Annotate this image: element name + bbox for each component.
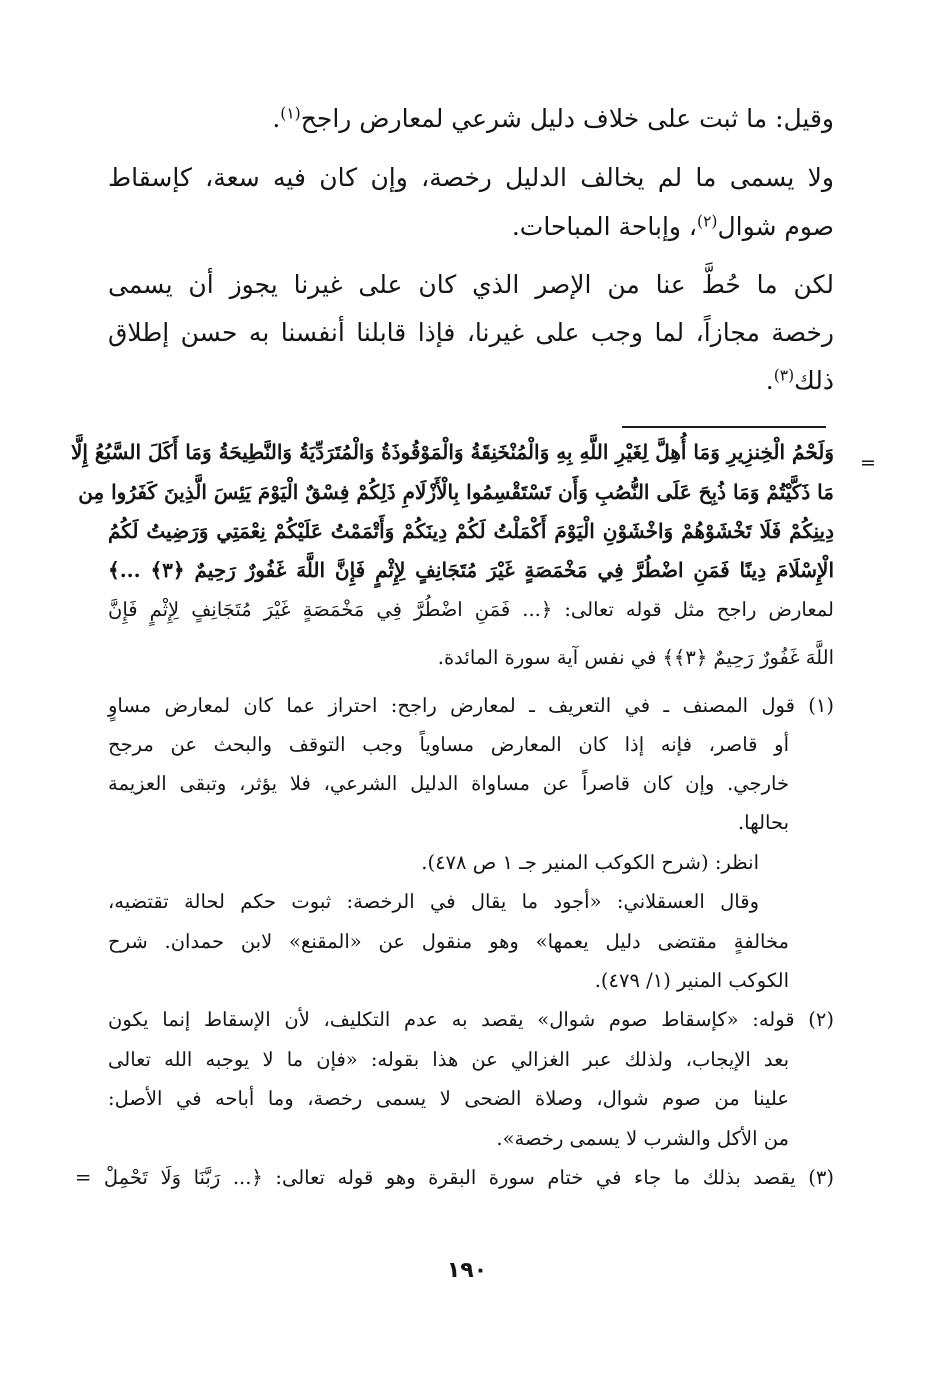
footnote-ref-2[interactable]: (٢) [697, 212, 718, 231]
footnote-1-line: أو قاصر، فإنه إذا كان المعارض مساوياً وجب التوقف والبحث عن مرجح [108, 733, 789, 756]
footnote-1-line: بحالها. [737, 811, 789, 834]
footnote-ref-3[interactable]: (٣) [773, 366, 795, 385]
quran-verse-line: وَلَحْمُ الْخِنزِيرِ وَمَا أُهِلَّ لِغَيْرِ اللَّهِ بِهِ وَالْمُنْخَنِقَةُ وَالْمَوْقُوذَةُ وَالْمُتَرَدِّيَةُ وَالنَّطِيحَةُ وَمَا أَكَلَ السَّبُعُ إِلَّا [70, 440, 834, 464]
footnote-1-line: وقال العسقلاني: «أجود ما يقال في الرخصة: ثبوت حكم لحالة تقتضيه، [108, 890, 759, 913]
paragraph-definition [272, 104, 834, 133]
paragraph-line [766, 366, 834, 395]
continuation-mark: = [860, 452, 876, 474]
text-fragment: ، وإباحة المباحات. [511, 212, 697, 241]
footnote-1-line: انظر: (شرح الكوكب المنير جـ ١ ص ٤٧٨). [421, 851, 759, 874]
footnote-1-line: (١) قول المصنف ـ في التعريف ـ لمعارض راجح: احتراز عما كان لمعارض مساوٍ [108, 694, 834, 717]
quran-verse-line: الْإِسْلَامَ دِينًا فَمَنِ اضْطُرَّ فِي مَخْمَصَةٍ غَيْرَ مُتَجَانِفٍ لِإِثْمٍ فَإِنَّ اللَّهَ غَفُورٌ رَحِيمٌ ﴿٣﴾ ...﴾ [108, 558, 834, 582]
sentence-end: . [272, 104, 281, 133]
footnote-2-line: من الأكل والشرب لا يسمى رخصة». [496, 1127, 789, 1150]
paragraph-line [512, 212, 834, 241]
footnote-1-line: مخالفةٍ مقتضى دليل يعمها» وهو منقول عن «المقنع» لابن حمدان. شرح [108, 930, 789, 953]
footnote-2-line: علينا من صوم شوال، وصلاة الضحى لا يسمى رخصة، وما أباحه في الأصل: [108, 1087, 789, 1110]
footnote-line: اللَّهَ غَفُورٌ رَحِيمٌ ﴿٣﴾﴾ في نفس آية سورة المائدة. [437, 646, 834, 669]
footnote-separator [622, 426, 826, 428]
text-fragment: صوم شوال [717, 212, 834, 241]
footnote-ref-1[interactable]: (١) [280, 104, 301, 123]
footnote-1-line: الكوكب المنير (١/ ٤٧٩). [594, 969, 789, 992]
footnote-2-line: بعد الإيجاب، ولذلك عبر الغزالي عن هذا بقوله: «فإن ما لا يوجبه الله تعالى [108, 1048, 789, 1071]
text-fragment: . [765, 366, 774, 395]
footnote-3-line: (٣) يقصد بذلك ما جاء في ختام سورة البقرة وهو قوله تعالى: ﴿... رَبَّنَا وَلَا تَحْمِلْ = [75, 1166, 834, 1189]
paragraph-line: رخصة مجازاً، لما وجب على غيرنا، فإذا قابلنا أنفسنا به حسن إطلاق [108, 318, 834, 347]
page-number: ١٩٠ [446, 1258, 488, 1283]
text-fragment: ذلك [794, 366, 834, 395]
footnote-1-line: خارجي. وإن كان قاصراً عن مساواة الدليل الشرعي، فلا يؤثر، وتبقى العزيمة [108, 772, 789, 795]
quran-verse-line: مَا ذَكَّيْتُمْ وَمَا ذُبِحَ عَلَى النُّصُبِ وَأَن تَسْتَقْسِمُوا بِالْأَزْلَامِ ذَلِكُمْ فِسْقٌ الْيَوْمَ يَئِسَ الَّذِينَ كَفَرُوا مِن [78, 480, 834, 504]
paragraph-line: ولا يسمى ما لم يخالف الدليل رخصة، وإن كان فيه سعة، كإسقاط [108, 163, 834, 192]
footnote-line: لمعارض راجح مثل قوله تعالى: ﴿... فَمَنِ اضْطُرَّ فِي مَخْمَصَةٍ غَيْرَ مُتَجَانِفٍ لِإِثْمٍ فَإِنَّ [108, 598, 834, 621]
quran-verse-line: دِينِكُمْ فَلَا تَخْشَوْهُمْ وَاخْشَوْنِ الْيَوْمَ أَكْمَلْتُ لَكُمْ دِينَكُمْ وَأَتْمَمْتُ عَلَيْكُمْ نِعْمَتِي وَرَضِيتُ لَكُمُ [108, 519, 834, 543]
definition-text: وقيل: ما ثبت على خلاف دليل شرعي لمعارض راجح [300, 104, 834, 133]
footnote-2-line: (٢) قوله: «كإسقاط صوم شوال» يقصد به عدم التكليف، لأن الإسقاط إنما يكون [108, 1008, 834, 1031]
paragraph-line: لكن ما حُطَّ عنا من الإصر الذي كان على غيرنا يجوز أن يسمى [108, 270, 834, 299]
